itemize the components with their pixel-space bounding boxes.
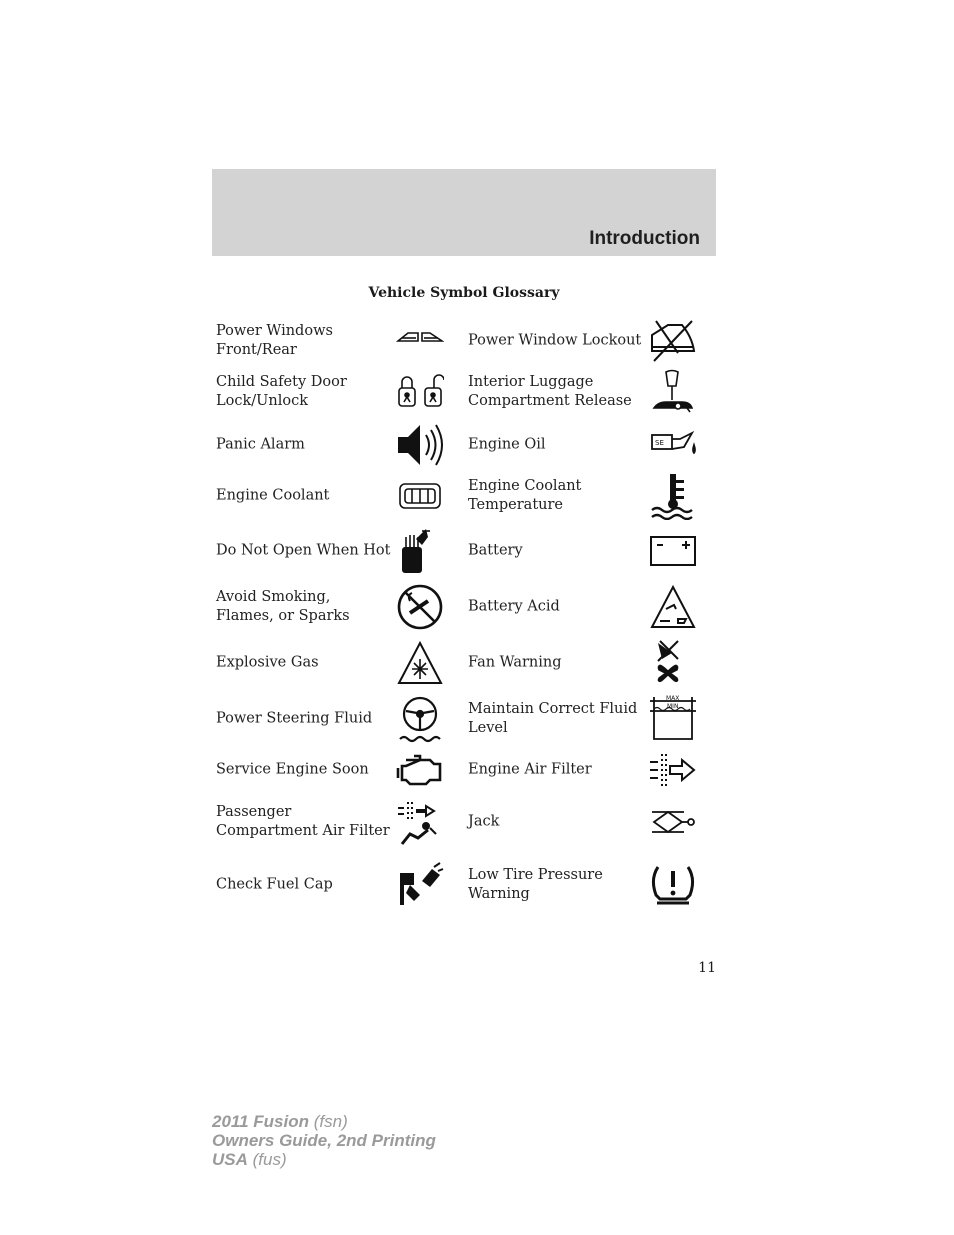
svg-text:SE: SE [655, 439, 664, 447]
symbol-label: Panic Alarm [216, 436, 305, 453]
footer-market-code: (fus) [252, 1150, 287, 1169]
coolant-reservoir-icon [396, 472, 444, 520]
symbol-label: Power Windows Front/Rear [216, 323, 333, 358]
cabin-air-filter-icon [396, 798, 444, 846]
page-number: 11 [698, 960, 716, 976]
explosive-gas-icon [396, 639, 444, 687]
engine-icon [396, 746, 444, 794]
battery-icon [648, 527, 698, 575]
battery-acid-icon [648, 583, 698, 631]
min-mark: MIN [667, 703, 679, 710]
symbol-label: Engine Air Filter [468, 761, 592, 778]
symbol-label: Fan Warning [468, 654, 562, 671]
jack-icon [648, 798, 698, 846]
footer [212, 1112, 436, 1169]
window-lockout-icon [648, 317, 698, 365]
symbol-label: Avoid Smoking, Flames, or Sparks [216, 589, 350, 624]
fluid-level-icon [648, 695, 698, 743]
symbol-label: Engine Oil [468, 436, 546, 453]
symbol-label: Child Safety Door Lock/Unlock [216, 374, 347, 409]
power-windows-icon [396, 317, 444, 365]
coolant-temp-icon [648, 472, 698, 520]
section-title: Introduction [589, 228, 700, 249]
symbol-label: Power Window Lockout [468, 332, 642, 349]
glossary-title: Vehicle Symbol Glossary [368, 285, 560, 301]
symbol-label: Check Fuel Cap [216, 876, 333, 893]
steering-fluid-icon [396, 695, 444, 743]
symbol-label: Engine Coolant [216, 487, 330, 504]
footer-model: 2011 Fusion [212, 1112, 309, 1131]
symbol-label: Battery [468, 542, 523, 559]
symbol-label: Battery Acid [468, 598, 560, 615]
symbol-label: Maintain Correct Fluid Level [468, 701, 638, 736]
symbol-label: Explosive Gas [216, 654, 319, 671]
fuel-cap-icon [396, 861, 444, 909]
symbol-label: Low Tire Pressure Warning [468, 867, 603, 902]
symbol-label: Do Not Open When Hot [216, 542, 391, 559]
tire-pressure-icon [648, 861, 698, 909]
panic-alarm-icon [396, 421, 444, 469]
symbol-label: Interior Luggage Compartment Release [468, 374, 632, 409]
child-lock-icon [396, 368, 444, 416]
footer-guide: Owners Guide, 2nd Printing [212, 1131, 436, 1150]
symbol-label: Service Engine Soon [216, 761, 369, 778]
symbol-label: Engine Coolant Temperature [468, 478, 582, 513]
symbol-label: Power Steering Fluid [216, 710, 373, 727]
header-band [212, 169, 716, 256]
trunk-release-icon [648, 368, 698, 416]
footer-model-code: (fsn) [313, 1112, 348, 1131]
symbol-label: Jack [468, 813, 500, 830]
fan-warning-icon [648, 639, 698, 687]
air-filter-icon [648, 746, 698, 794]
oil-can-icon [648, 421, 698, 469]
max-mark: MAX [666, 695, 680, 702]
symbol-label: Passenger Compartment Air Filter [216, 804, 390, 839]
footer-market: USA [212, 1150, 248, 1169]
no-smoking-icon [396, 583, 444, 631]
do-not-open-hot-icon [396, 527, 444, 575]
